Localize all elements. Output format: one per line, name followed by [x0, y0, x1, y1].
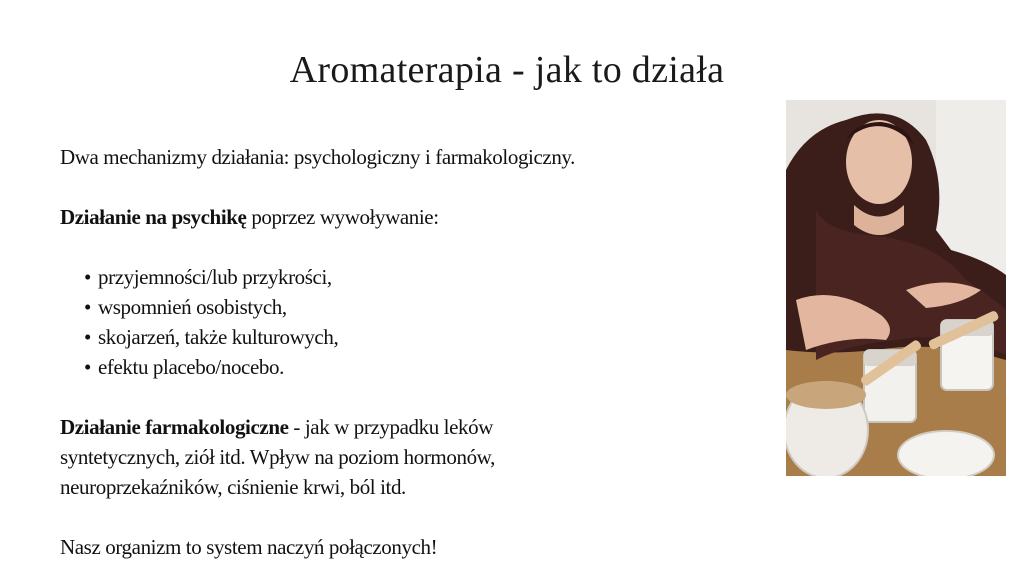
spacer — [60, 382, 700, 412]
spacer — [60, 502, 700, 532]
slide-body — [60, 142, 700, 562]
intro-text: Dwa mechanizmy działania: psychologiczny i farmakologiczny. — [60, 145, 576, 169]
spacer — [60, 232, 700, 262]
candle-making-photo — [786, 100, 1006, 476]
psyche-text: poprzez wywoływanie: — [246, 205, 439, 229]
closing-text: Nasz organizm to system naczyń połączonych! — [60, 535, 438, 559]
spacer — [60, 172, 700, 202]
pharma-paragraph — [60, 412, 700, 442]
psyche-heading: Działanie na psychikę — [60, 205, 247, 229]
photo-illustration — [786, 100, 1006, 476]
slide-title: Aromaterapia - jak to działa — [289, 49, 725, 91]
bamboo-lid — [786, 381, 866, 409]
list-item: • przyjemności/lub przykrości, — [86, 262, 700, 292]
bullet-list — [60, 262, 700, 382]
pharma-text-line2: syntetycznych, ziół itd. Wpływ na poziom hormonów, — [60, 445, 495, 469]
pharma-heading: Działanie farmakologiczne — [60, 415, 289, 439]
pharma-text-line3: neuroprzekaźników, ciśnienie krwi, ból itd. — [60, 475, 406, 499]
list-item: • wspomnień osobistych, — [86, 292, 700, 322]
wax-bowl — [898, 431, 994, 476]
list-item: • efektu placebo/nocebo. — [86, 352, 700, 382]
pharma-text-line1: - jak w przypadku leków — [288, 415, 493, 439]
psyche-paragraph — [60, 202, 700, 232]
list-item: • skojarzeń, także kulturowych, — [86, 322, 700, 352]
